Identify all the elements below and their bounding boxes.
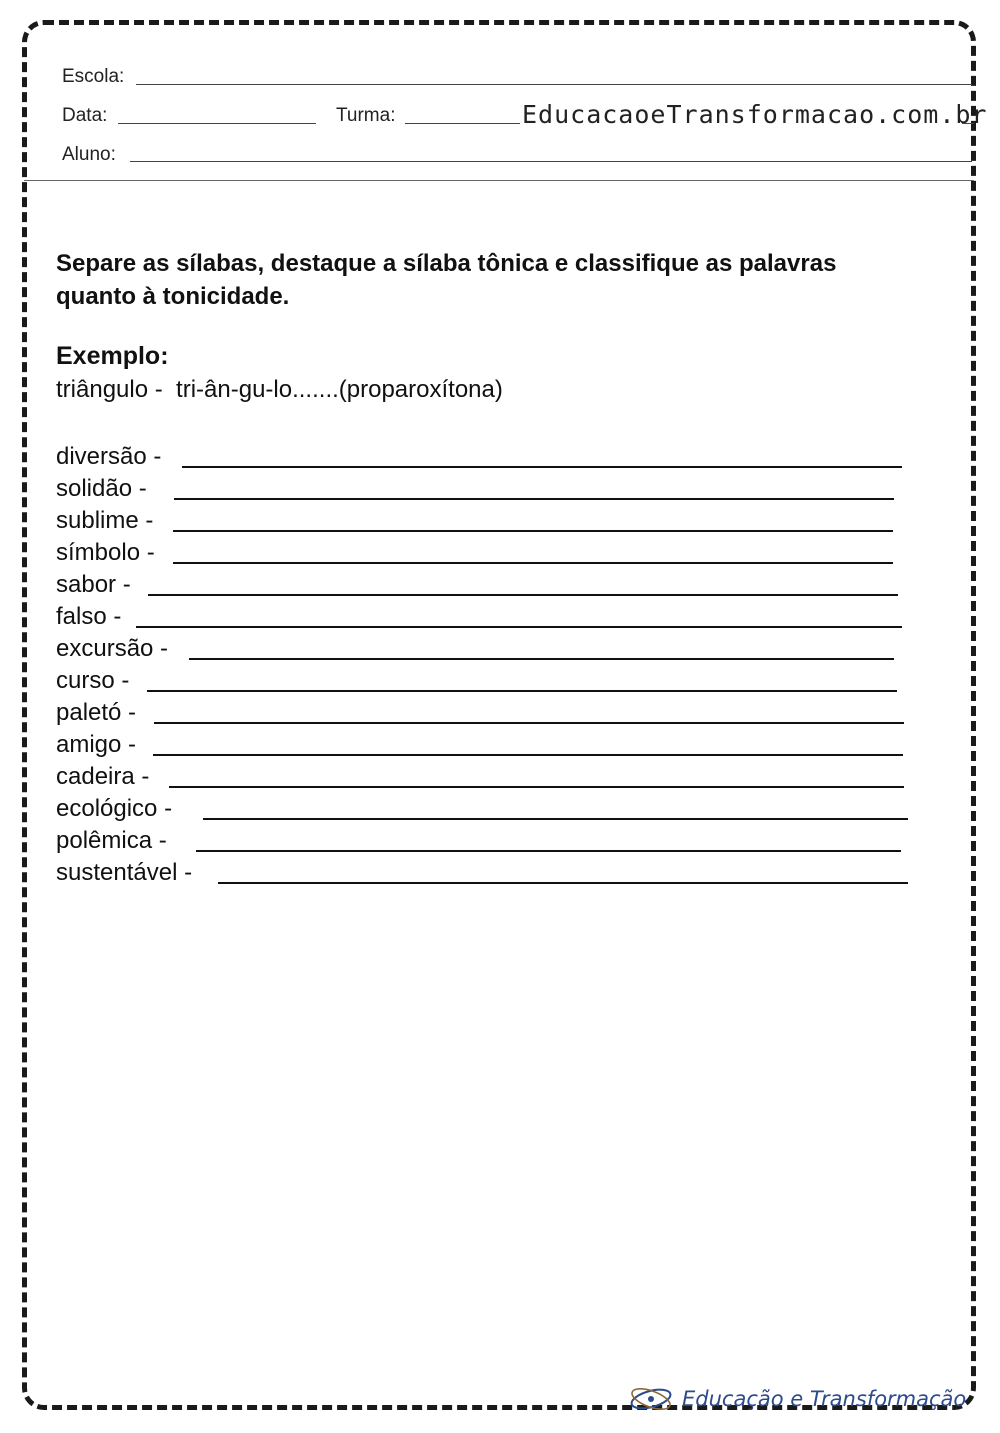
word-label: amigo - <box>56 731 143 758</box>
orbit-logo-icon <box>628 1384 674 1414</box>
answer-line[interactable] <box>182 466 902 468</box>
word-label: sublime - <box>56 507 161 534</box>
word-row <box>56 792 908 824</box>
instruction-text: Separe as sílabas, destaque a sílaba tônica e classifique as palavras quanto à tonicidade. <box>56 250 837 310</box>
example-title: Exemplo: <box>56 342 169 370</box>
brand-name: Educação e Transformação <box>682 1387 967 1411</box>
answer-line[interactable] <box>136 626 902 628</box>
answer-line[interactable] <box>173 562 893 564</box>
escola-label: Escola: <box>62 66 125 87</box>
answer-line[interactable] <box>174 498 894 500</box>
escola-field[interactable] <box>136 84 972 85</box>
turma-field[interactable] <box>405 123 520 124</box>
word-row <box>56 440 902 472</box>
word-label: solidão - <box>56 475 154 502</box>
word-label: falso - <box>56 603 129 630</box>
answer-line[interactable] <box>196 850 901 852</box>
word-row <box>56 504 893 536</box>
word-label: sustentável - <box>56 859 199 886</box>
word-row <box>56 600 902 632</box>
word-row <box>56 728 903 760</box>
word-label: símbolo - <box>56 539 162 566</box>
brand-logo <box>628 1384 966 1414</box>
word-label: polêmica - <box>56 827 174 854</box>
word-row <box>56 856 908 888</box>
word-label: cadeira - <box>56 763 157 790</box>
word-row <box>56 632 894 664</box>
data-label: Data: <box>62 105 108 126</box>
answer-line[interactable] <box>203 818 908 820</box>
word-row <box>56 760 904 792</box>
word-label: curso - <box>56 667 137 694</box>
word-row <box>56 664 897 696</box>
answer-line[interactable] <box>154 722 904 724</box>
word-row <box>56 824 901 856</box>
word-label: excursão - <box>56 635 175 662</box>
header-divider <box>24 180 974 181</box>
word-row <box>56 696 904 728</box>
word-row <box>56 568 898 600</box>
answer-line[interactable] <box>147 690 897 692</box>
answer-line[interactable] <box>173 530 893 532</box>
turma-label: Turma: <box>336 105 396 126</box>
word-label: paletó - <box>56 699 143 726</box>
word-label: sabor - <box>56 571 138 598</box>
aluno-field[interactable] <box>130 161 972 162</box>
word-row <box>56 472 894 504</box>
aluno-label: Aluno: <box>62 144 116 165</box>
answer-line[interactable] <box>189 658 894 660</box>
answer-line[interactable] <box>218 882 908 884</box>
word-label: ecológico - <box>56 795 179 822</box>
answer-line[interactable] <box>169 786 904 788</box>
example-line: triângulo - tri-ân-gu-lo.......(proparoxítona) <box>56 376 503 403</box>
website-watermark: EducacaoeTransformacao.com.br <box>522 100 988 129</box>
turma-field-end <box>962 123 974 124</box>
data-field[interactable] <box>118 123 316 124</box>
answer-line[interactable] <box>153 754 903 756</box>
word-label: diversão - <box>56 443 169 470</box>
answer-line[interactable] <box>148 594 898 596</box>
word-row <box>56 536 893 568</box>
